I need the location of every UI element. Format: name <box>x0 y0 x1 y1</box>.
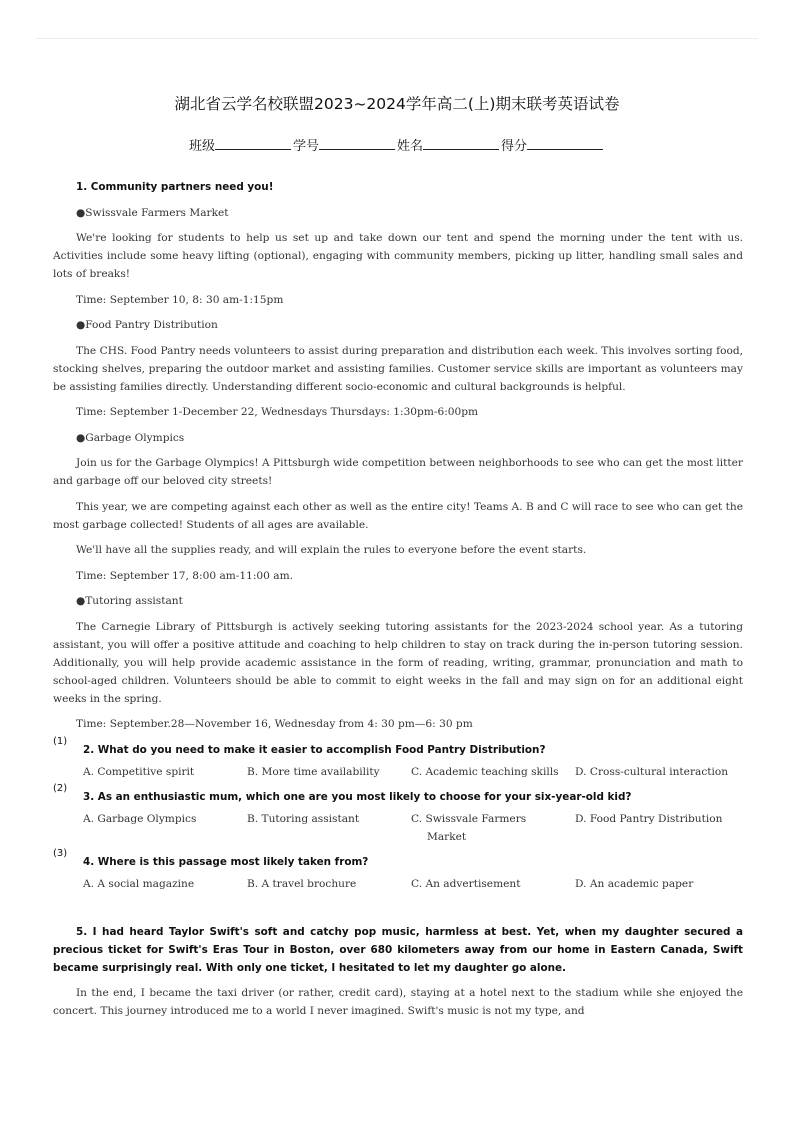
question-2-options <box>53 810 743 846</box>
option-b[interactable]: B. More time availability <box>247 765 380 778</box>
option-a[interactable]: A. Garbage Olympics <box>83 812 197 825</box>
question-text: 3. As an enthusiastic mum, which one are you most likely to choose for your six-year-old kid? <box>83 790 632 803</box>
question-3-options <box>53 875 743 893</box>
section-paragraph: We'll have all the supplies ready, and will explain the rules to everyone before the event starts. <box>76 544 587 556</box>
question-3 <box>53 847 743 871</box>
field-blank-class[interactable] <box>215 139 291 150</box>
section-time: Time: September 10, 8: 30 am-1:15pm <box>76 293 284 306</box>
student-info-line <box>0 135 794 154</box>
option-c[interactable]: C. Academic teaching skills <box>411 765 559 778</box>
passage2-paragraph: In the end, I became the taxi driver (or rather, credit card), staying at a hotel next to the stadium while she enjoyed the concert. This journey introduced me to a world I never imagined. Swift's music is not my type, and <box>53 987 743 1017</box>
field-blank-name[interactable] <box>423 139 499 150</box>
question-number: (3) <box>53 847 68 859</box>
section-paragraph: The Carnegie Library of Pittsburgh is actively seeking tutoring assistants for the 2023-2024 school year. As a tutoring assistant, you will offer a positive attitude and coaching to help children to stay on track during the in-person tutoring session. Additionally, you will help provide academic assistance in the form of reading, writing, grammar, pronunciation and math to school-aged children. Volunteers should be able to commit to eight weeks in the fall and may sign on for an additional eight weeks in the spring. <box>53 620 743 705</box>
section-title: ●Tutoring assistant <box>76 595 183 607</box>
section-paragraph: We're looking for students to help us set up and take down our tent and spend the morning under the tent with us. Activities include some heavy lifting (optional), engaging with community members, picking up litter, handling small sales and lots of breaks! <box>53 232 743 280</box>
option-d[interactable]: D. Food Pantry Distribution <box>575 812 723 825</box>
field-label-score: 得分 <box>501 139 528 154</box>
section-gap <box>53 900 743 923</box>
section-paragraph: This year, we are competing against each other as well as the entire city! Teams A. B and C will race to see who can get the most garbage collected! Students of all ages are available. <box>53 500 743 531</box>
section-time: Time: September.28—November 16, Wednesday from 4: 30 pm—6: 30 pm <box>76 718 473 730</box>
passage2-intro: 5. I had heard Taylor Swift's soft and catchy pop music, harmless at best. Yet, when my daughter secured a precious ticket for Swift's Eras Tour in Boston, over 680 kilometers away from our home in Eastern Canada, Swift became surprisingly real. With only one ticket, I hesitated to let my daughter go alone. <box>53 925 743 974</box>
exam-title: 湖北省云学名校联盟2023~2024学年高二(上)期末联考英语试卷 <box>174 95 620 113</box>
field-label-class: 班级 <box>188 139 215 154</box>
question-text: 2. What do you need to make it easier to accomplish Food Pantry Distribution? <box>83 743 546 756</box>
option-a[interactable]: A. Competitive spirit <box>83 765 195 778</box>
section-title: ●Food Pantry Distribution <box>76 319 218 331</box>
option-d[interactable]: D. Cross-cultural interaction <box>575 765 729 778</box>
section-title: ●Garbage Olympics <box>76 431 185 444</box>
option-c[interactable]: C. Swissvale Farmers Market <box>411 812 527 843</box>
section-paragraph: The CHS. Food Pantry needs volunteers to assist during preparation and distribution each week. This involves sorting food, stocking shelves, preparing the outdoor market and assisting families. Customer service skills are important as volunteers may be assisting families directly. Understanding different socio-economic and cultural backgrounds is helpful. <box>53 344 743 393</box>
question-text: 4. Where is this passage most likely taken from? <box>83 855 369 868</box>
field-label-name: 姓名 <box>397 139 424 154</box>
section-title: ●Swissvale Farmers Market <box>76 206 229 219</box>
exam-content <box>53 178 743 1028</box>
field-blank-id[interactable] <box>319 139 395 150</box>
section-paragraph: Join us for the Garbage Olympics! A Pittsburgh wide competition between neighborhoods to see who can get the most litter and garbage off our beloved city streets! <box>53 457 743 487</box>
passage1-heading: 1. Community partners need you! <box>76 181 274 193</box>
option-c[interactable]: C. An advertisement <box>411 877 521 890</box>
question-number: (2) <box>53 782 68 794</box>
question-number: (1) <box>53 735 68 747</box>
option-b[interactable]: B. A travel brochure <box>247 877 357 890</box>
question-1-options <box>53 763 743 781</box>
field-label-id: 学号 <box>292 139 319 154</box>
field-blank-score[interactable] <box>527 139 603 150</box>
question-1 <box>53 735 743 759</box>
option-a[interactable]: A. A social magazine <box>83 877 195 890</box>
option-b[interactable]: B. Tutoring assistant <box>247 812 360 825</box>
section-time: Time: September 1-December 22, Wednesdays Thursdays: 1:30pm-6:00pm <box>76 406 479 418</box>
page-top-rule <box>36 38 758 39</box>
option-d[interactable]: D. An academic paper <box>575 877 694 890</box>
question-2 <box>53 782 743 806</box>
section-time: Time: September 17, 8:00 am-11:00 am. <box>76 569 294 582</box>
